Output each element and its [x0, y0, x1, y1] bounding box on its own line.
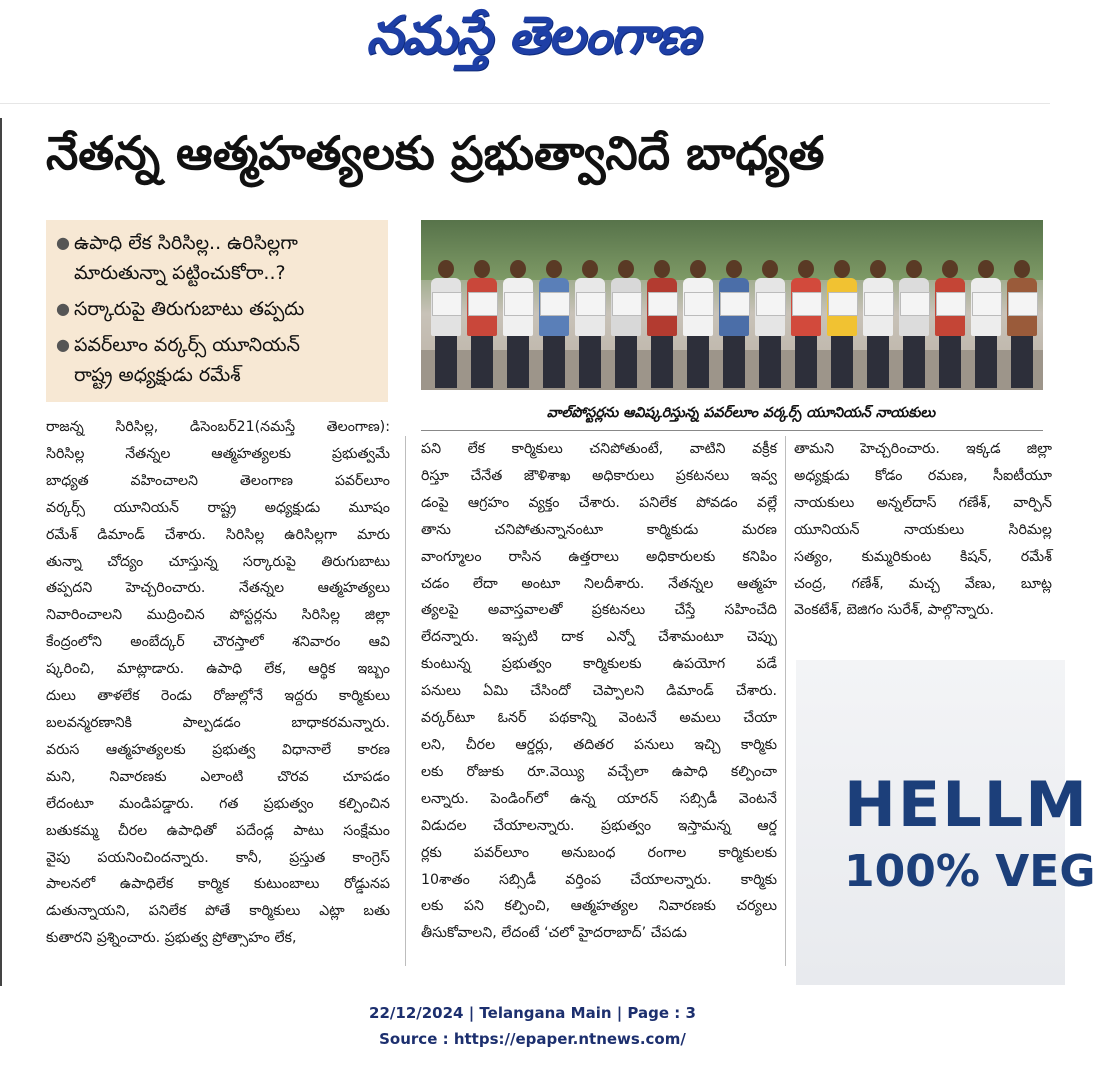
photo-person	[681, 260, 715, 388]
article-line: సిరిసిల్ల నేతన్నల ఆత్మహత్యలకు ప్రభుత్వమే	[46, 445, 390, 462]
masthead	[0, 0, 1065, 85]
highlight-line: పవర్‌లూం వర్కర్స్ యూనియన్	[74, 334, 300, 356]
photo-person	[933, 260, 967, 388]
article-line: లకు రోజుకు రూ.వెయ్యి వచ్చేలా ఉపాధి కల్పించా	[421, 763, 777, 780]
bullet-icon: ●	[56, 335, 70, 354]
article-line: లని, చీరల ఆర్డర్లు, తదితర పనులు ఇచ్చి కార్మికు	[421, 736, 777, 753]
highlight-line: మారుతున్నా పట్టించుకోరా..?	[74, 262, 286, 284]
caption-rule	[421, 430, 1043, 431]
article-line: కుతారని ప్రశ్నించారు. ప్రభుత్వ ప్రోత్సాహం లేక,	[46, 930, 297, 947]
photo-person	[825, 260, 859, 388]
article-line: మని, నివారణకు ఎలాంటి చొరవ చూపడం	[46, 768, 390, 785]
footer-date-page: 22/12/2024 | Telangana Main | Page : 3	[369, 1004, 696, 1022]
article-line: చంద్ర, గణేశ్, మచ్చ వేణు, బూట్ల	[794, 575, 1052, 592]
article-line: బతుకమ్మ చీరల ఉపాధితో పదేండ్ల పాటు సంక్షేమం	[46, 822, 390, 839]
article-line: రాజన్న సిరిసిల్ల, డిసెంబర్21(నమస్తే తెలంగాణ):	[46, 419, 390, 435]
article-line: పనులు ఏమి చేసిందో చెప్పాలని డిమాండ్ చేశారు.	[421, 683, 777, 700]
photo-person	[861, 260, 895, 388]
photo-person	[753, 260, 787, 388]
bullet-icon: ●	[56, 233, 70, 252]
ad-tagline-text: 100% VEG	[844, 846, 1095, 897]
photo-person	[645, 260, 679, 388]
highlight-line: రాష్ట్ర అధ్యక్షుడు రమేశ్	[74, 364, 241, 386]
article-line: డుతున్నాయని, పనిలేక పోతే కార్మికులు ఎట్లా బతు	[46, 903, 390, 920]
article-line: తీసుకోవాలని, లేదంటే ‘చలో హైదరాబాద్’ చేపడు	[421, 925, 687, 942]
article-line: నాయకులు అన్నల్‌దాస్ గణేశ్, వార్పిన్	[794, 494, 1052, 511]
article-line: లన్నారు. పెండింగ్‌లో ఉన్న యారన్ సబ్సిడీ వెంటనే	[421, 790, 777, 807]
photo-person	[717, 260, 751, 388]
article-column-2	[421, 436, 777, 947]
footer-source: Source : https://epaper.ntnews.com/	[379, 1030, 686, 1048]
bullet-icon: ●	[56, 299, 70, 318]
photo-person	[465, 260, 499, 388]
article-line: తామని హెచ్చరించారు. ఇక్కడ జిల్లా	[794, 441, 1052, 457]
highlight-item	[56, 330, 378, 390]
photo-person	[609, 260, 643, 388]
advertisement-image	[796, 660, 1095, 985]
photo-person	[501, 260, 535, 388]
column-divider	[785, 436, 786, 966]
article-headline: నేతన్న ఆత్మహత్యలకు ప్రభుత్వానిదే బాధ్యత	[46, 126, 825, 180]
article-line: వర్కర్‌టూ ఓనర్ పథకాన్ని వెంటనే అమలు చేయా	[421, 710, 777, 727]
article-line: 10శాతం సబ్సిడీ వర్తింప చేయాలన్నారు. కార్మికు	[421, 871, 777, 888]
article-line: లేదంటూ మండిపడ్డారు. గత ప్రభుత్వం కల్పించిన	[46, 795, 390, 812]
article-line: సత్యం, కుమ్మరికుంట కిషన్, రమేశ్	[794, 548, 1052, 565]
column-divider	[405, 436, 406, 966]
article-line: తాను చనిపోతున్నానంటూ కార్మికుడు మరణ	[421, 521, 777, 538]
article-line: దులు తాళలేక రెండు రోజుల్లోనే ఇద్దరు కార్మికులు	[46, 688, 390, 705]
ad-brand-text: HELLM	[844, 768, 1089, 841]
article-column-1	[46, 414, 390, 952]
article-line: కుంటున్న ప్రభుత్వం కార్మికులకు ఉపయోగ పడే	[421, 656, 777, 673]
article-line: నివారించాలని ముద్రించిన పోస్టర్లను సిరిసిల్ల జిల్లా	[46, 607, 390, 624]
article-line: వరుస ఆత్మహత్యలకు ప్రభుత్వ విధానాలే కారణ	[46, 741, 390, 758]
article-line: డంపై ఆగ్రహం వ్యక్తం చేశారు. పనిలేక పోవడం వల్లే	[421, 494, 777, 511]
article-line: అధ్యక్షుడు కోడం రమణ, సీఐటీయూ	[794, 467, 1052, 484]
photo-person	[1005, 260, 1039, 388]
article-line: పాలనలో ఉపాధిలేక కార్మిక కుటుంబాలు రోడ్డునప	[46, 876, 390, 893]
photo-person	[537, 260, 571, 388]
article-line: కేంద్రంలోని అంబేద్కర్ చౌరస్తాలో శనివారం ఆవి	[46, 634, 390, 651]
article-line: వైపు పయనించిందన్నారు. కానీ, ప్రస్తుత కాంగ్రెస్	[46, 849, 390, 866]
left-margin-rule	[0, 118, 2, 986]
masthead-divider	[0, 103, 1050, 104]
photo-person	[969, 260, 1003, 388]
article-line: తప్పదని హెచ్చరించారు. నేతన్నల ఆత్మహత్యలు	[46, 580, 390, 597]
article-line: తున్నా చోద్యం చూస్తున్న సర్కారుపై తిరుగుబాటు	[46, 553, 390, 570]
photo-person	[429, 260, 463, 388]
article-line: ర్లకు పవర్‌లూం అనుబంధ రంగాల కార్మికులకు	[421, 844, 777, 861]
article-line: వెంకటేశ్, బెజిగం సురేశ్, పాల్గొన్నారు.	[794, 602, 994, 619]
article-line: ష్కరించి, మాట్లాడారు. ఉపాధి లేక, ఆర్థిక ఇబ్బం	[46, 661, 390, 678]
photo-caption: వాల్‌పోస్టర్లను ఆవిష్కరిస్తున్న పవర్‌లూం వర్కర్స్ యూనియన్ నాయకులు	[546, 405, 936, 421]
highlight-item	[56, 294, 378, 324]
article-line: రమేశ్ డిమాండ్ చేశారు. సిరిసిల్ల ఉరిసిల్లగా మారు	[46, 526, 390, 543]
article-line: వర్కర్స్ యూనియన్ రాష్ట్ర అధ్యక్షుడు మూషం	[46, 499, 390, 516]
article-line: లకు పని కల్పించి, ఆత్మహత్యల నివారణకు చర్యలు	[421, 898, 777, 915]
newspaper-logo: నమస్తే తెలంగాణ	[366, 6, 699, 66]
page-footer	[0, 1000, 1065, 1052]
photo-person	[897, 260, 931, 388]
article-line: త్యలపై అవాస్తవాలతో ప్రకటనలు చేస్తే సహించేది	[421, 602, 777, 619]
article-line: యూనియన్ నాయకులు సిరిమల్ల	[794, 521, 1052, 538]
photo-person	[573, 260, 607, 388]
highlight-line: సర్కారుపై తిరుగుబాటు తప్పదు	[74, 298, 305, 320]
article-line: బలవన్మరణానికి పాల్పడడం బాధాకరమన్నారు.	[46, 714, 390, 731]
highlights-box	[46, 220, 388, 402]
article-line: చడం లేదా అంటూ నిలదీశారు. నేతన్నల ఆత్మహ	[421, 575, 777, 592]
article-column-3	[794, 436, 1052, 624]
highlight-line: ఉపాధి లేక సిరిసిల్ల.. ఉరిసిల్లగా	[74, 232, 298, 254]
article-line: వాంగ్మూలం రాసిన ఉత్తరాలు అధికారులకు కనిపిం	[421, 548, 777, 565]
article-line: లేదన్నారు. ఇప్పటి దాక ఎన్నో చేశామంటూ చెప్పు	[421, 629, 777, 646]
photo-person	[789, 260, 823, 388]
protest-photo	[421, 220, 1043, 390]
article-line: బాధ్యత వహించాలని తెలంగాణ పవర్‌లూం	[46, 472, 390, 489]
article-line: రిస్తూ చేనేత జౌళిశాఖ అధికారులు ప్రకటనలు ఇవ్వ	[421, 467, 777, 484]
highlight-item	[56, 228, 378, 288]
article-line: విడుదల చేయాలన్నారు. ప్రభుత్వం ఇస్తామన్న ఆర్డ	[421, 817, 777, 834]
article-line: పని లేక కార్మికులు చనిపోతుంటే, వాటిని వక్రీక	[421, 441, 777, 457]
